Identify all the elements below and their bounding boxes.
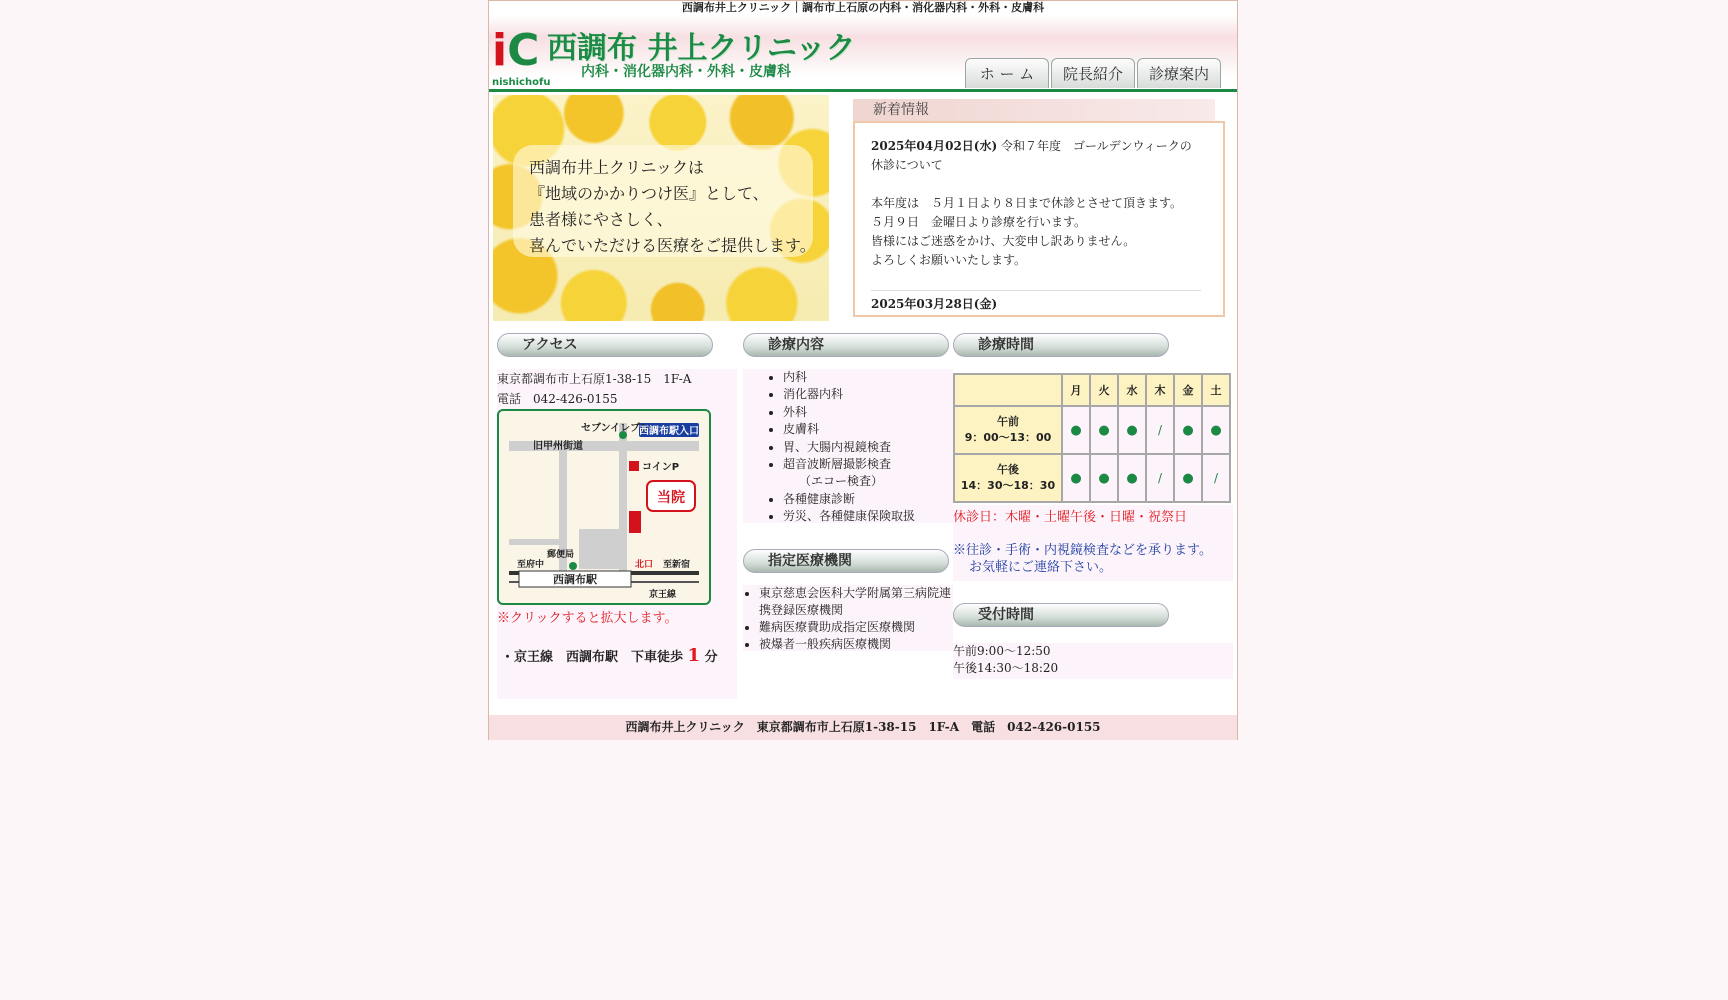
nav-guide-button[interactable]: 診療案内 — [1137, 58, 1221, 88]
day-header: 水 — [1118, 374, 1146, 406]
news-heading: 新着情報 — [853, 99, 1215, 121]
section-services-heading: 診療内容 — [743, 333, 949, 357]
pm-slot: 午後 14：30～18：30 — [954, 454, 1062, 502]
hours-header-row — [954, 374, 1230, 406]
designated-item: • 難病医療費助成指定医療機関 — [759, 619, 953, 636]
day-header: 木 — [1146, 374, 1174, 406]
news-body-line: 皆様にはご迷惑をかけ、大変申し訳ありません。 — [871, 234, 1136, 248]
clinic-phone: 電話 042-426-0155 — [497, 392, 618, 406]
news-date: 2025年03月28日(金) — [871, 290, 1201, 314]
access-panel — [497, 369, 737, 699]
map-label-coin-p: コインP — [642, 462, 680, 473]
designated-item: • 被爆者一般疾病医療機関 — [759, 636, 953, 653]
hours-pm-row — [954, 454, 1230, 502]
news-body-line: よろしくお願いいたします。 — [871, 253, 1027, 267]
am-mark: ● — [1062, 406, 1090, 454]
day-header: 土 — [1202, 374, 1230, 406]
map-label-post-office: 郵便局 — [547, 550, 575, 560]
map-label-station: 西調布駅 — [553, 573, 597, 586]
am-mark: ● — [1118, 406, 1146, 454]
nav-home-button[interactable]: ホ ー ム — [965, 58, 1049, 88]
services-panel — [743, 369, 953, 523]
contact-note: お気軽にご連絡下さい。 — [969, 560, 1113, 575]
service-item: • 皮膚科 — [783, 421, 953, 438]
clinic-logo-icon[interactable] — [492, 25, 551, 88]
map-label-old-road: 旧甲州街道 — [533, 441, 583, 452]
map-label-station-exit: 西調布駅入口 — [639, 426, 699, 437]
pm-mark: ● — [1118, 454, 1146, 502]
site-footer: 西調布井上クリニック 東京都調布市上石原1-38-15 1F-A 電話 042-426-0155 — [489, 715, 1237, 740]
pm-mark: / — [1146, 454, 1174, 502]
service-item: • 内科 — [783, 369, 953, 386]
services-list — [743, 369, 953, 526]
clinic-departments: 内科・消化器内科・外科・皮膚科 — [581, 64, 791, 80]
hours-table — [953, 373, 1231, 503]
closed-days: 休診日：木曜・土曜午後・日曜・祝祭日 — [953, 510, 1188, 525]
news-date: 2025年04月02日(水) — [871, 139, 998, 153]
hero-sunflower-image — [493, 95, 829, 321]
service-item: • 外科 — [783, 404, 953, 421]
news-scroll-box[interactable] — [853, 121, 1225, 317]
access-map-image[interactable] — [497, 409, 711, 605]
pm-mark: ● — [1090, 454, 1118, 502]
day-header: 金 — [1174, 374, 1202, 406]
reception-pm: 午後14:30～18:20 — [953, 661, 1059, 675]
service-note: ※往診・手術・内視鏡検査などを承ります。 — [953, 543, 1212, 558]
news-item — [871, 137, 1201, 175]
service-item: • 各種健康診断 — [783, 491, 953, 508]
news-headline: 令和７年度 ゴールデンウィークの休診について — [871, 139, 1192, 172]
section-reception-heading: 受付時間 — [953, 603, 1169, 627]
section-hours-heading: 診療時間 — [953, 333, 1169, 357]
hero-message: 西調布井上クリニックは 『地域のかかりつけ医』として、 患者様にやさしく、 喜んでいただける医療をご提供します。 — [529, 158, 816, 255]
designated-item: • 東京慈恵会医科大学附属第三病院連携登録医療機関 — [759, 585, 953, 619]
map-label-north-exit: 北口 — [635, 560, 654, 570]
service-item: • 超音波断層撮影検査 （エコー検査） — [783, 456, 953, 491]
day-header: 火 — [1090, 374, 1118, 406]
am-slot: 午前 9：00～13：00 — [954, 406, 1062, 454]
designated-panel — [743, 585, 953, 651]
section-designated-heading: 指定医療機関 — [743, 549, 949, 573]
service-item: • 胃、大腸内視鏡検査 — [783, 439, 953, 456]
map-label-to-shinjuku: 至新宿 — [663, 560, 691, 570]
site-header — [489, 15, 1237, 92]
reception-am: 午前9:00～12:50 — [953, 644, 1051, 658]
designated-list — [743, 585, 953, 653]
pm-mark: / — [1202, 454, 1230, 502]
hours-am-row — [954, 406, 1230, 454]
page-title: 西調布井上クリニック｜調布市上石原の内科・消化器内科・外科・皮膚科 — [681, 1, 1045, 14]
reception-panel — [953, 643, 1233, 679]
pm-mark: ● — [1062, 454, 1090, 502]
service-item: • 労災、各種健康保険取扱 — [783, 508, 953, 525]
am-mark: ● — [1090, 406, 1118, 454]
logo-letter-c: C — [507, 25, 540, 76]
logo-letter-i: i — [492, 25, 508, 76]
news-body-line: ５月９日 金曜日より診療を行います。 — [871, 215, 1087, 229]
pm-mark: ● — [1174, 454, 1202, 502]
closed-days-panel — [953, 505, 1233, 581]
page-container — [488, 0, 1238, 740]
news-body-line: 本年度は ５月１日より８日まで休診とさせて頂きます。 — [871, 196, 1183, 210]
clinic-name[interactable]: 西調布 井上クリニック — [547, 31, 856, 66]
map-label-here: 当院 — [657, 490, 685, 506]
map-enlarge-note: ※クリックすると拡大します。 — [497, 611, 678, 626]
day-header: 月 — [1062, 374, 1090, 406]
am-mark: ● — [1202, 406, 1230, 454]
walk-info: ・京王線 西調布駅 下車徒歩 1 分 — [501, 645, 718, 666]
main-nav — [965, 58, 1221, 88]
am-mark: / — [1146, 406, 1174, 454]
map-label-seven: セブンイレブン — [581, 423, 650, 434]
clinic-address: 東京都調布市上石原1-38-15 1F-A — [497, 372, 692, 386]
logo-subtext: nishichofu — [492, 77, 551, 88]
section-access-heading: アクセス — [497, 333, 713, 357]
map-label-keio-line: 京王線 — [649, 590, 677, 600]
service-item: • 消化器内科 — [783, 386, 953, 403]
walk-minutes: 1 — [687, 645, 701, 666]
nav-director-button[interactable]: 院長紹介 — [1051, 58, 1135, 88]
am-mark: ● — [1174, 406, 1202, 454]
map-label-to-fuchu: 至府中 — [517, 560, 545, 570]
